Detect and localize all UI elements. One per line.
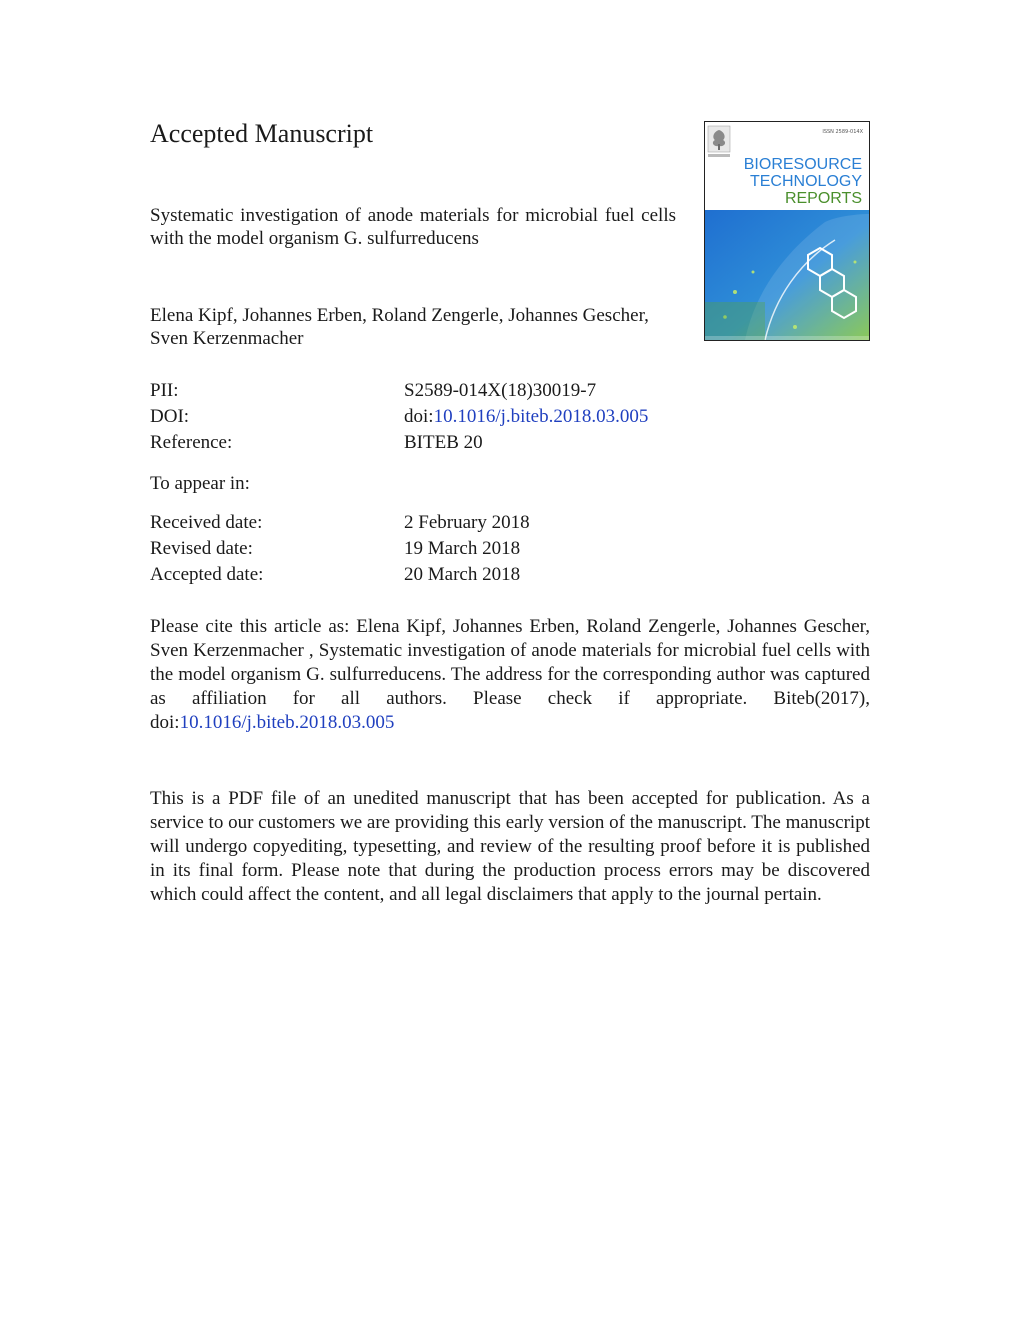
doi-link[interactable]: 10.1016/j.biteb.2018.03.005 <box>433 406 649 427</box>
received-row <box>150 510 870 536</box>
journal-cover <box>704 121 870 341</box>
citation-text: Please cite this article as: Elena Kipf, Johannes Erben, Roland Zengerle, Johannes Gescher, Sven Kerzenmacher , Systematic investigation of anode materials for microbial fuel cells with the model organism G. sulfurreducens. The address for the corresponding author was captured as affiliation for all authors. Please check if appropriate. Biteb(2017), <box>150 616 870 709</box>
received-value: 2 February 2018 <box>404 512 530 533</box>
revised-row <box>150 536 870 562</box>
identifier-block <box>150 378 870 456</box>
reference-value: BITEB 20 <box>404 432 483 453</box>
author-list: Elena Kipf, Johannes Erben, Roland Zengerle, Johannes Gescher, Sven Kerzenmacher <box>150 305 649 349</box>
reference-row <box>150 430 870 456</box>
article-title: Systematic investigation of anode materials for microbial fuel cells with the model organism G. sulfurreducens <box>150 205 676 249</box>
pii-label: PII: <box>150 380 179 401</box>
cover-journal-line2: TECHNOLOGY <box>749 173 862 190</box>
page-heading: Accepted Manuscript <box>150 119 374 148</box>
revised-value: 19 March 2018 <box>404 538 521 559</box>
revised-label: Revised date: <box>150 538 253 559</box>
citation-doi-prefix: doi: <box>150 712 180 733</box>
received-label: Received date: <box>150 512 263 533</box>
pii-value: S2589-014X(18)30019-7 <box>404 380 597 401</box>
doi-value <box>404 404 870 430</box>
journal-cover-art <box>705 122 869 340</box>
citation-paragraph <box>150 615 870 735</box>
appear-block <box>150 471 870 497</box>
accepted-row <box>150 562 870 588</box>
appear-label: To appear in: <box>150 473 250 494</box>
accepted-label: Accepted date: <box>150 564 264 585</box>
reference-label: Reference: <box>150 432 233 453</box>
pii-row <box>150 378 870 404</box>
disclaimer-paragraph: This is a PDF file of an unedited manuscript that has been accepted for publication. As a service to our customers we are providing this early version of the manuscript. The manuscript will undergo copyediting, typesetting, and review of the resulting proof before it is published in its final form. Please note that during the production process errors may be discovered which could affect the content, and all legal disclaimers that apply to the journal pertain. <box>150 788 870 905</box>
appear-row <box>150 471 870 497</box>
citation-doi-link[interactable]: 10.1016/j.biteb.2018.03.005 <box>179 712 395 733</box>
cover-journal-line3: REPORTS <box>784 190 862 207</box>
accepted-value: 20 March 2018 <box>404 564 521 585</box>
cover-journal-line1: BIORESOURCE <box>743 156 862 173</box>
doi-label: DOI: <box>150 406 190 427</box>
doi-row <box>150 404 870 430</box>
dates-block <box>150 510 870 588</box>
doi-prefix: doi: <box>404 406 434 427</box>
cover-issn: ISSN 2589-014X <box>822 129 863 135</box>
